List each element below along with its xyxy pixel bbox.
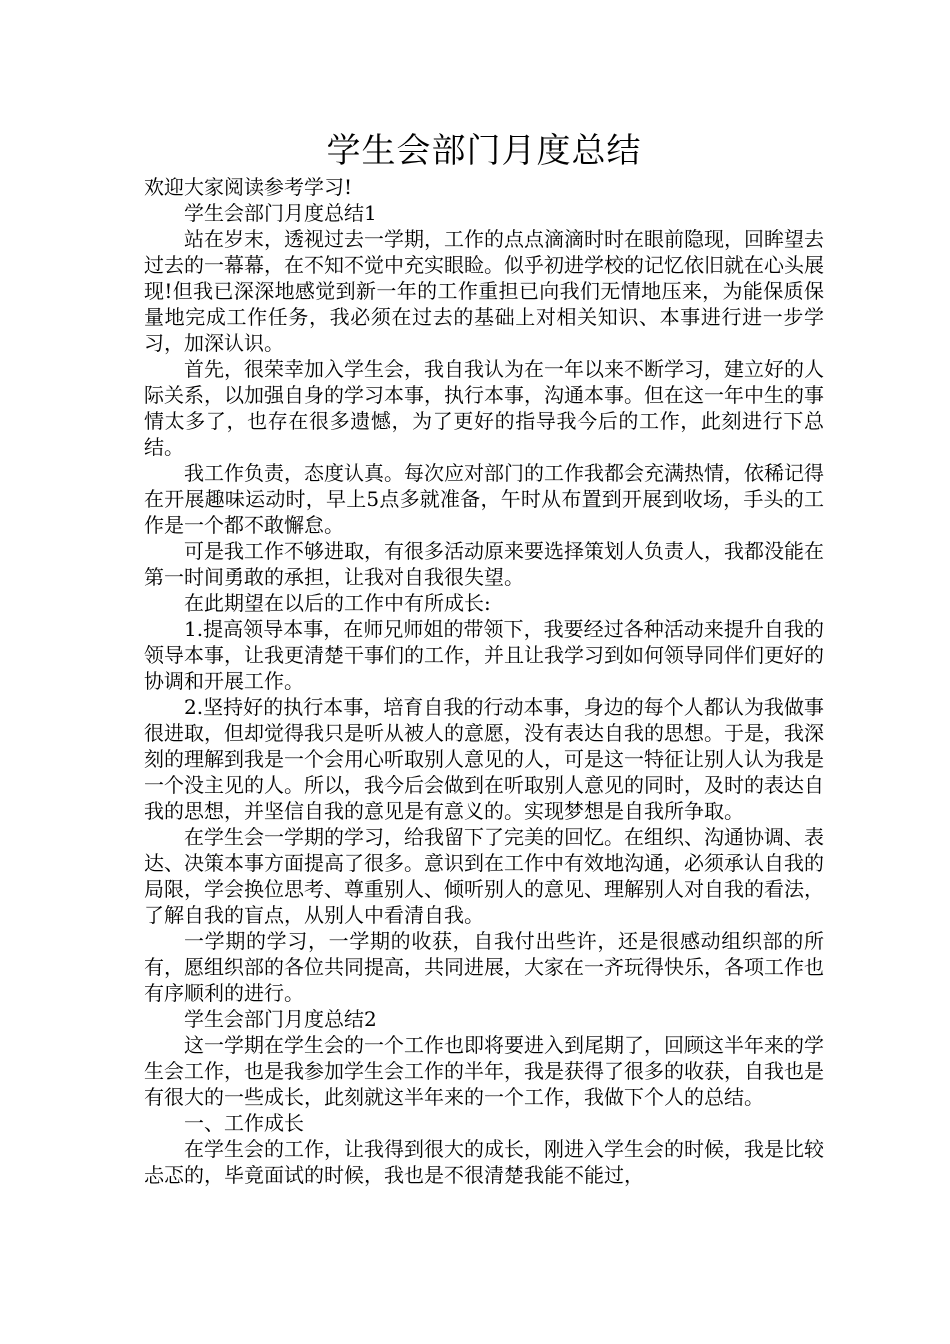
paragraph: 学生会部门月度总结2 [184, 1007, 377, 1031]
paragraph: 可是我工作不够进取，有很多活动原来要选择策划人负责人，我都没能在第一时间勇敢的承担，让我对自我很失望。 [144, 539, 824, 589]
paragraph: 2.坚持好的执行本事，培育自我的行动本事，身边的每个人都认为我做事很进取，但却觉得我只是听从被人的意愿，没有表达自我的思想。于是，我深刻的理解到我是一个会用心听取别人意见的人，可是这一特征让别人认为我是一个没主见的人。所以，我今后会做到在听取别人意见的同时，及时的表达自我的思想，并坚信自我的意见是有意义的。实现梦想是自我所争取。 [144, 695, 824, 823]
paragraph: 欢迎大家阅读参考学习! [144, 175, 353, 199]
paragraph: 在学生会的工作，让我得到很大的成长，刚进入学生会的时候，我是比较忐忑的，毕竟面试的时候，我也是不很清楚我能不能过， [144, 1137, 824, 1187]
paragraph: 1.提高领导本事，在师兄师姐的带领下，我要经过各种活动来提升自我的领导本事，让我更清楚干事们的工作，并且让我学习到如何领导同伴们更好的协调和开展工作。 [144, 617, 824, 693]
paragraph: 一学期的学习，一学期的收获，自我付出些许，还是很感动组织部的所有，愿组织部的各位共同提高，共同进展，大家在一齐玩得快乐，各项工作也有序顺利的进行。 [144, 929, 824, 1005]
paragraph: 这一学期在学生会的一个工作也即将要进入到尾期了，回顾这半年来的学生会工作，也是我参加学生会工作的半年，我是获得了很多的收获，自我也是有很大的一些成长，此刻就这半年来的一个工作，我做下个人的总结。 [144, 1033, 824, 1109]
paragraph: 学生会部门月度总结1 [184, 201, 377, 225]
document-page [144, 128, 824, 1188]
paragraph: 一、工作成长 [184, 1111, 304, 1135]
paragraph: 站在岁末，透视过去一学期，工作的点点滴滴时时在眼前隐现，回眸望去过去的一幕幕，在不知不觉中充实眼睑。似乎初进学校的记忆依旧就在心头展现!但我已深深地感觉到新一年的工作重担已向我们无情地压来，为能保质保量地完成工作任务，我必须在过去的基础上对相关知识、本事进行进一步学习，加深认识。 [144, 227, 824, 355]
paragraph: 我工作负责，态度认真。每次应对部门的工作我都会充满热情，依稀记得在开展趣味运动时，早上5点多就准备，午时从布置到开展到收场，手头的工作是一个都不敢懈怠。 [144, 461, 824, 537]
document-title: 学生会部门月度总结 [326, 131, 642, 171]
paragraph: 首先，很荣幸加入学生会，我自我认为在一年以来不断学习，建立好的人际关系，以加强自身的学习本事，执行本事，沟通本事。但在这一年中生的事情太多了，也存在很多遗憾，为了更好的指导我今后的工作，此刻进行下总结。 [144, 357, 824, 459]
paragraph: 在此期望在以后的工作中有所成长: [184, 591, 491, 615]
paragraph: 在学生会一学期的学习，给我留下了完美的回忆。在组织、沟通协调、表达、决策本事方面提高了很多。意识到在工作中有效地沟通，必须承认自我的局限，学会换位思考、尊重别人、倾听别人的意见、理解别人对自我的看法，了解自我的盲点，从别人中看清自我。 [144, 825, 824, 927]
document-body [144, 174, 824, 1188]
